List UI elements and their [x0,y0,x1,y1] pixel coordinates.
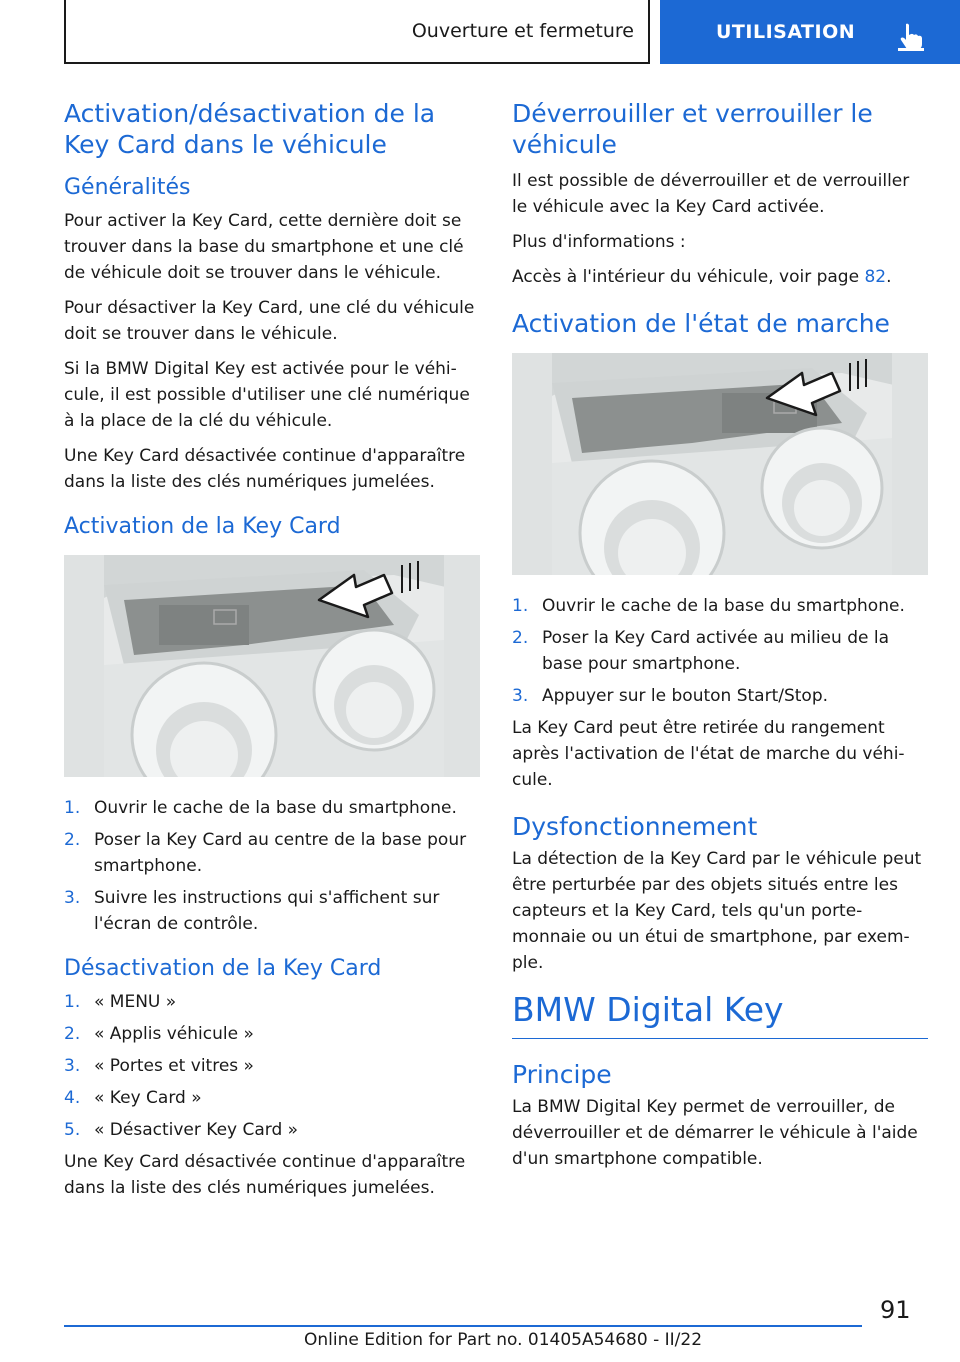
step-text: Suivre les instructions qui s'affichent sur l'écran de contrôle. [94,888,440,934]
step-text: Ouvrir le cache de la base du smartphone. [542,596,905,616]
heading-dysfonctionnement: Dysfonctionnement [512,812,758,841]
heading-generalites: Généralités [64,175,191,200]
paragraph: Une Key Card désactivée continue d'apparaître dans la liste des clés numériques jumelées. [64,446,466,492]
list-item [64,989,480,1015]
footer-divider [64,1325,862,1327]
right-column [512,98,928,1181]
step-number: 1. [64,992,81,1012]
step-number: 5. [64,1120,81,1140]
paragraph: Pour activer la Key Card, cette dernière doit se trouver dans la base du smartphone et une clé de véhicule doit se trouver dans le véhicule. [64,211,464,283]
header-chapter-title: UTILISATION [716,21,856,43]
step-text: Appuyer sur le bouton Start/Stop. [542,686,829,706]
list-item [64,1085,480,1111]
paragraph: Il est possible de déverrouiller et de verrouiller le véhicule avec la Key Card activée. [512,171,910,217]
paragraph: La Key Card peut être retirée du rangement après l'activation de l'état de marche du véhicule. [512,718,905,790]
step-number: 1. [512,596,529,616]
step-number: 2. [64,1024,81,1044]
step-text: « Désactiver Key Card » [94,1120,299,1140]
desactivation-steps [64,989,480,1143]
section-title-unlock: Déverrouiller et verrouiller le véhicule [512,99,873,159]
heading-activation: Activation de la Key Card [64,514,341,539]
step-number: 1. [64,798,81,818]
paragraph: Si la BMW Digital Key est activée pour le véhicule, il est possible d'utiliser une clé numérique à la place de la clé du véhicule. [64,359,470,431]
step-text: Ouvrir le cache de la base du smartphone. [94,798,457,818]
smartphone-tray-photo [64,555,480,777]
list-item [64,1021,480,1047]
list-item [64,827,480,879]
page-number: 91 [880,1296,911,1324]
list-item [64,1053,480,1079]
step-number: 3. [512,686,529,706]
chapter-title-digital-key: BMW Digital Key [512,990,928,1039]
list-item [64,1117,480,1143]
list-item [512,593,928,619]
pointing-hand-icon [896,22,926,52]
step-text: « Portes et vitres » [94,1056,254,1076]
list-item [512,625,928,677]
step-number: 2. [64,830,81,850]
heading-desactivation: Désactivation de la Key Card [64,956,382,981]
header-chapter-tab [660,0,960,64]
heading-principe: Principe [512,1060,612,1089]
smartphone-tray-photo [512,353,928,575]
paragraph: Plus d'informations : [512,232,686,252]
page-link[interactable]: 82 [864,267,887,287]
step-text: Poser la Key Card activée au milieu de la base pour smartphone. [542,628,889,674]
header-section-tab [64,0,650,64]
step-text: « MENU » [94,992,177,1012]
cross-reference [512,264,928,290]
left-column [64,98,480,1210]
step-text: « Key Card » [94,1088,202,1108]
step-number: 3. [64,888,81,908]
step-number: 3. [64,1056,81,1076]
reference-text: Accès à l'intérieur du véhicule, voir page [512,267,865,287]
header-section-title: Ouverture et fermeture [411,20,634,42]
marche-steps [512,593,928,709]
footer-edition: Online Edition for Part no. 01405A54680 - II/22 [304,1330,703,1350]
list-item [64,885,480,937]
section-title-key-card: Activation/désactivation de la Key Card dans le véhicule [64,99,436,159]
paragraph: La BMW Digital Key permet de verrouiller, de déverrouiller et de démarrer le véhicule à l'aide d'un smartphone compatible. [512,1097,918,1169]
step-number: 2. [512,628,529,648]
list-item [512,683,928,709]
paragraph: Pour désactiver la Key Card, une clé du véhicule doit se trouver dans le véhicule. [64,298,475,344]
activation-steps [64,795,480,937]
step-text: « Applis véhicule » [94,1024,254,1044]
step-text: Poser la Key Card au centre de la base pour smartphone. [94,830,467,876]
paragraph: La détection de la Key Card par le véhicule peut être perturbée par des objets situés entre les capteurs et la Key Card, tels qu'un porte-monnaie ou un étui de smartphone, par exemple. [512,849,922,973]
paragraph: Une Key Card désactivée continue d'apparaître dans la liste des clés numériques jumelées. [64,1152,466,1198]
section-title-marche: Activation de l'état de marche [512,309,890,338]
reference-end: . [886,267,892,287]
step-number: 4. [64,1088,81,1108]
list-item [64,795,480,821]
